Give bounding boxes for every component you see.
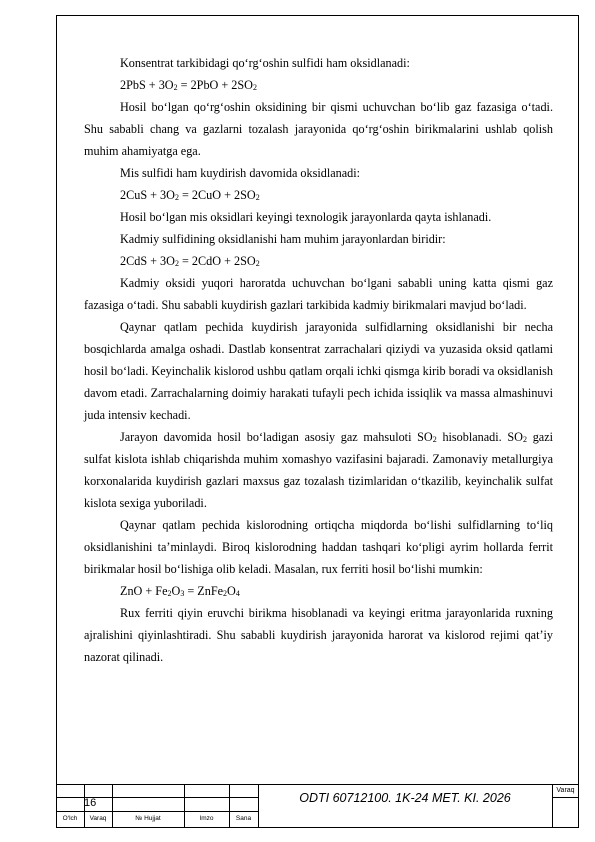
- text-run: 2CdS + 3O: [120, 254, 175, 268]
- titleblock-top-line: [56, 784, 579, 785]
- equation: [84, 580, 553, 602]
- text-run: = 2PbO + 2SO: [177, 78, 253, 92]
- paragraph: Kadmiy sulfidining oksidlanishi ham muhim jarayonlardan biridir:: [120, 232, 446, 246]
- paragraph: Konsentrat tarkibidagi qo‘rg‘oshin sulfidi ham oksidlanadi:: [120, 56, 410, 70]
- equation: [84, 74, 553, 96]
- subscript: 2: [255, 259, 260, 268]
- subscript: 2: [174, 259, 179, 268]
- subscript: 3: [180, 589, 185, 598]
- subscript: 2: [432, 435, 437, 444]
- text-run: = ZnFe: [184, 584, 224, 598]
- text-run: O: [227, 584, 236, 598]
- col-hujjat-label: № Hujjat: [135, 815, 161, 822]
- col-olch-label: O‘lch: [62, 815, 78, 822]
- page-number: 16: [84, 797, 97, 809]
- subscript: 2: [174, 193, 179, 202]
- text-run: Jarayon davomida hosil bo‘ladigan asosiy gaz mahsuloti SO: [120, 430, 433, 444]
- paragraph: Qaynar qatlam pechida kislorodning ortiqcha miqdorda bo‘lishi sulfidlarning to‘liq oksidlanishini ta’minlaydi. Biroq kislorodning haddan tashqari ko‘pligi ayrim hollarda ferrit birikmalar hosil bo‘lishiga olib keladi. Masalan, rux ferriti hosil bo‘lishi mumkin:: [84, 518, 553, 576]
- paragraph: [84, 426, 553, 514]
- text-run: = 2CuO + 2SO: [178, 188, 256, 202]
- equation: [84, 184, 553, 206]
- titleblock-right-row-line: [552, 797, 579, 798]
- paragraph: Hosil bo‘lgan mis oksidlari keyingi texnologik jarayonlarda qayta ishlanadi.: [120, 210, 492, 224]
- subscript: 2: [223, 589, 228, 598]
- text-run: ZnO + Fe: [120, 584, 168, 598]
- text-run: gazi sulfat kislota ishlab chiqarishda muhim xomashyo vazifasini bajaradi. Zamonaviy metallurgiya korxonalarida kuydirish gazlari maxsus gaz tozalash tizimlaridan o‘tkazilib, keyinchalik sulfat kislota sexiga yuboriladi.: [84, 430, 553, 510]
- document-body: [84, 52, 553, 668]
- subscript: 2: [173, 83, 178, 92]
- subscript: 4: [235, 589, 240, 598]
- sheet-label: Varaq: [556, 787, 575, 794]
- titleblock-row-line-2: [56, 811, 258, 812]
- text-run: hisoblanadi. SO: [436, 430, 523, 444]
- col-sana-label: Sana: [235, 815, 252, 822]
- subscript: 2: [167, 589, 172, 598]
- paragraph: Qaynar qatlam pechida kuydirish jarayonida sulfidlarning oksidlanishi bir necha bosqichlarda amalga oshadi. Dastlab konsentrat zarrachalari qiziydi va yuzasida oksid qatlami hosil bo‘ladi. Keyinchalik kislorod ushbu qatlam orqali ichki qismga kirib boradi va oksidlanish davom etadi. Zarrachalarning doimiy harakati tufayli pech ichida issiqlik va massa almashinuvi juda intensiv kechadi.: [84, 320, 553, 422]
- text-run: 2PbS + 3O: [120, 78, 174, 92]
- paragraph: Rux ferriti qiyin eruvchi birikma hisoblanadi va keyingi eritma jarayonlarida ruxning ajralishini qiyinlashtiradi. Shu sababli kuydirish jarayonida harorat va kislorod rejimi qat’iy nazorat qilinadi.: [84, 606, 553, 664]
- document-code: ODTI 60712100. 1K-24 MET. KI. 2026: [299, 791, 511, 805]
- subscript: 2: [255, 193, 260, 202]
- subscript: 2: [522, 435, 527, 444]
- col-imzo-label: Imzo: [199, 815, 214, 822]
- text-run: 2CuS + 3O: [120, 188, 175, 202]
- text-run: = 2CdO + 2SO: [178, 254, 256, 268]
- text-run: O: [171, 584, 181, 598]
- equation: [84, 250, 553, 272]
- paragraph: Kadmiy oksidi yuqori haroratda uchuvchan bo‘lgani sababli uning katta qismi gaz fazasiga o‘tadi. Shu sababli kuydirish gazlari tarkibida kadmiy birikmalari mavjud bo‘ladi.: [84, 276, 553, 312]
- paragraph: Hosil bo‘lgan qo‘rg‘oshin oksidining bir qismi uchuvchan bo‘lib gaz fazasiga o‘tadi. Shu sababli chang va gazlarni tozalash jarayonida qo‘rg‘oshin birikmalarini ushlab qolish muhim ahamiyatga ega.: [84, 100, 553, 158]
- subscript: 2: [252, 83, 257, 92]
- paragraph: Mis sulfidi ham kuydirish davomida oksidlanadi:: [120, 166, 361, 180]
- col-varaq-label: Varaq: [89, 815, 107, 822]
